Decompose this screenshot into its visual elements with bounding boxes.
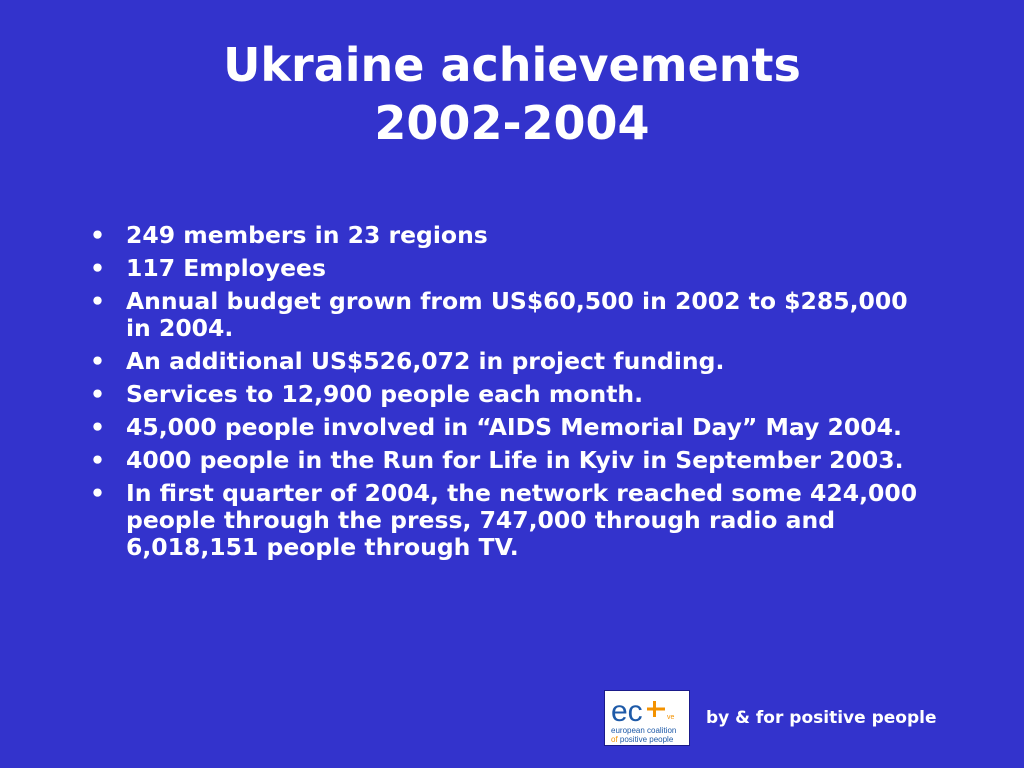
bullet-glyph: • <box>90 254 106 282</box>
bullet-item <box>90 480 940 561</box>
bullet-item <box>90 255 940 282</box>
bullet-item <box>90 447 940 474</box>
bullet-item <box>90 222 940 249</box>
ec-logo-mark-sub: ve <box>667 714 675 721</box>
bullet-text: 249 members in 23 regions <box>126 221 488 249</box>
bullet-text: 4000 people in the Run for Life in Kyiv in September 2003. <box>126 446 904 474</box>
bullet-glyph: • <box>90 287 106 315</box>
ec-logo-caption-line1: european coalition <box>611 726 677 735</box>
bullet-item <box>90 414 940 441</box>
ec-logo-caption-of: of <box>611 735 618 744</box>
ec-logo-mark: ec <box>611 695 643 728</box>
bullet-glyph: • <box>90 413 106 441</box>
bullet-text: Services to 12,900 people each month. <box>126 380 644 408</box>
bullet-text: In first quarter of 2004, the network reached some 424,000 people through the press, 747,000 through radio and 6,018,151 people through TV. <box>126 479 918 561</box>
bullet-text: Annual budget grown from US$60,500 in 2002 to $285,000 in 2004. <box>126 287 908 342</box>
ec-logo-graphic <box>605 691 689 745</box>
bullet-glyph: • <box>90 380 106 408</box>
bullet-glyph: • <box>90 347 106 375</box>
bullet-glyph: • <box>90 221 106 249</box>
ec-logo-caption-rest: positive people <box>617 735 674 744</box>
bullet-glyph: • <box>90 446 106 474</box>
ec-logo-caption-line2 <box>611 735 674 744</box>
ec-logo <box>604 690 690 746</box>
bullet-list <box>90 222 940 567</box>
slide-title-line1: Ukraine achievements <box>223 38 801 92</box>
bullet-text: An additional US$526,072 in project funding. <box>126 347 725 375</box>
bullet-item <box>90 381 940 408</box>
slide-title-line2: 2002-2004 <box>374 96 650 150</box>
bullet-item <box>90 348 940 375</box>
bullet-glyph: • <box>90 479 106 507</box>
bullet-item <box>90 288 940 342</box>
bullet-text: 117 Employees <box>126 254 326 282</box>
bullet-text: 45,000 people involved in “AIDS Memorial Day” May 2004. <box>126 413 902 441</box>
plus-icon-horizontal <box>647 708 665 711</box>
tagline: by & for positive people <box>706 708 937 728</box>
slide-title <box>60 36 964 152</box>
